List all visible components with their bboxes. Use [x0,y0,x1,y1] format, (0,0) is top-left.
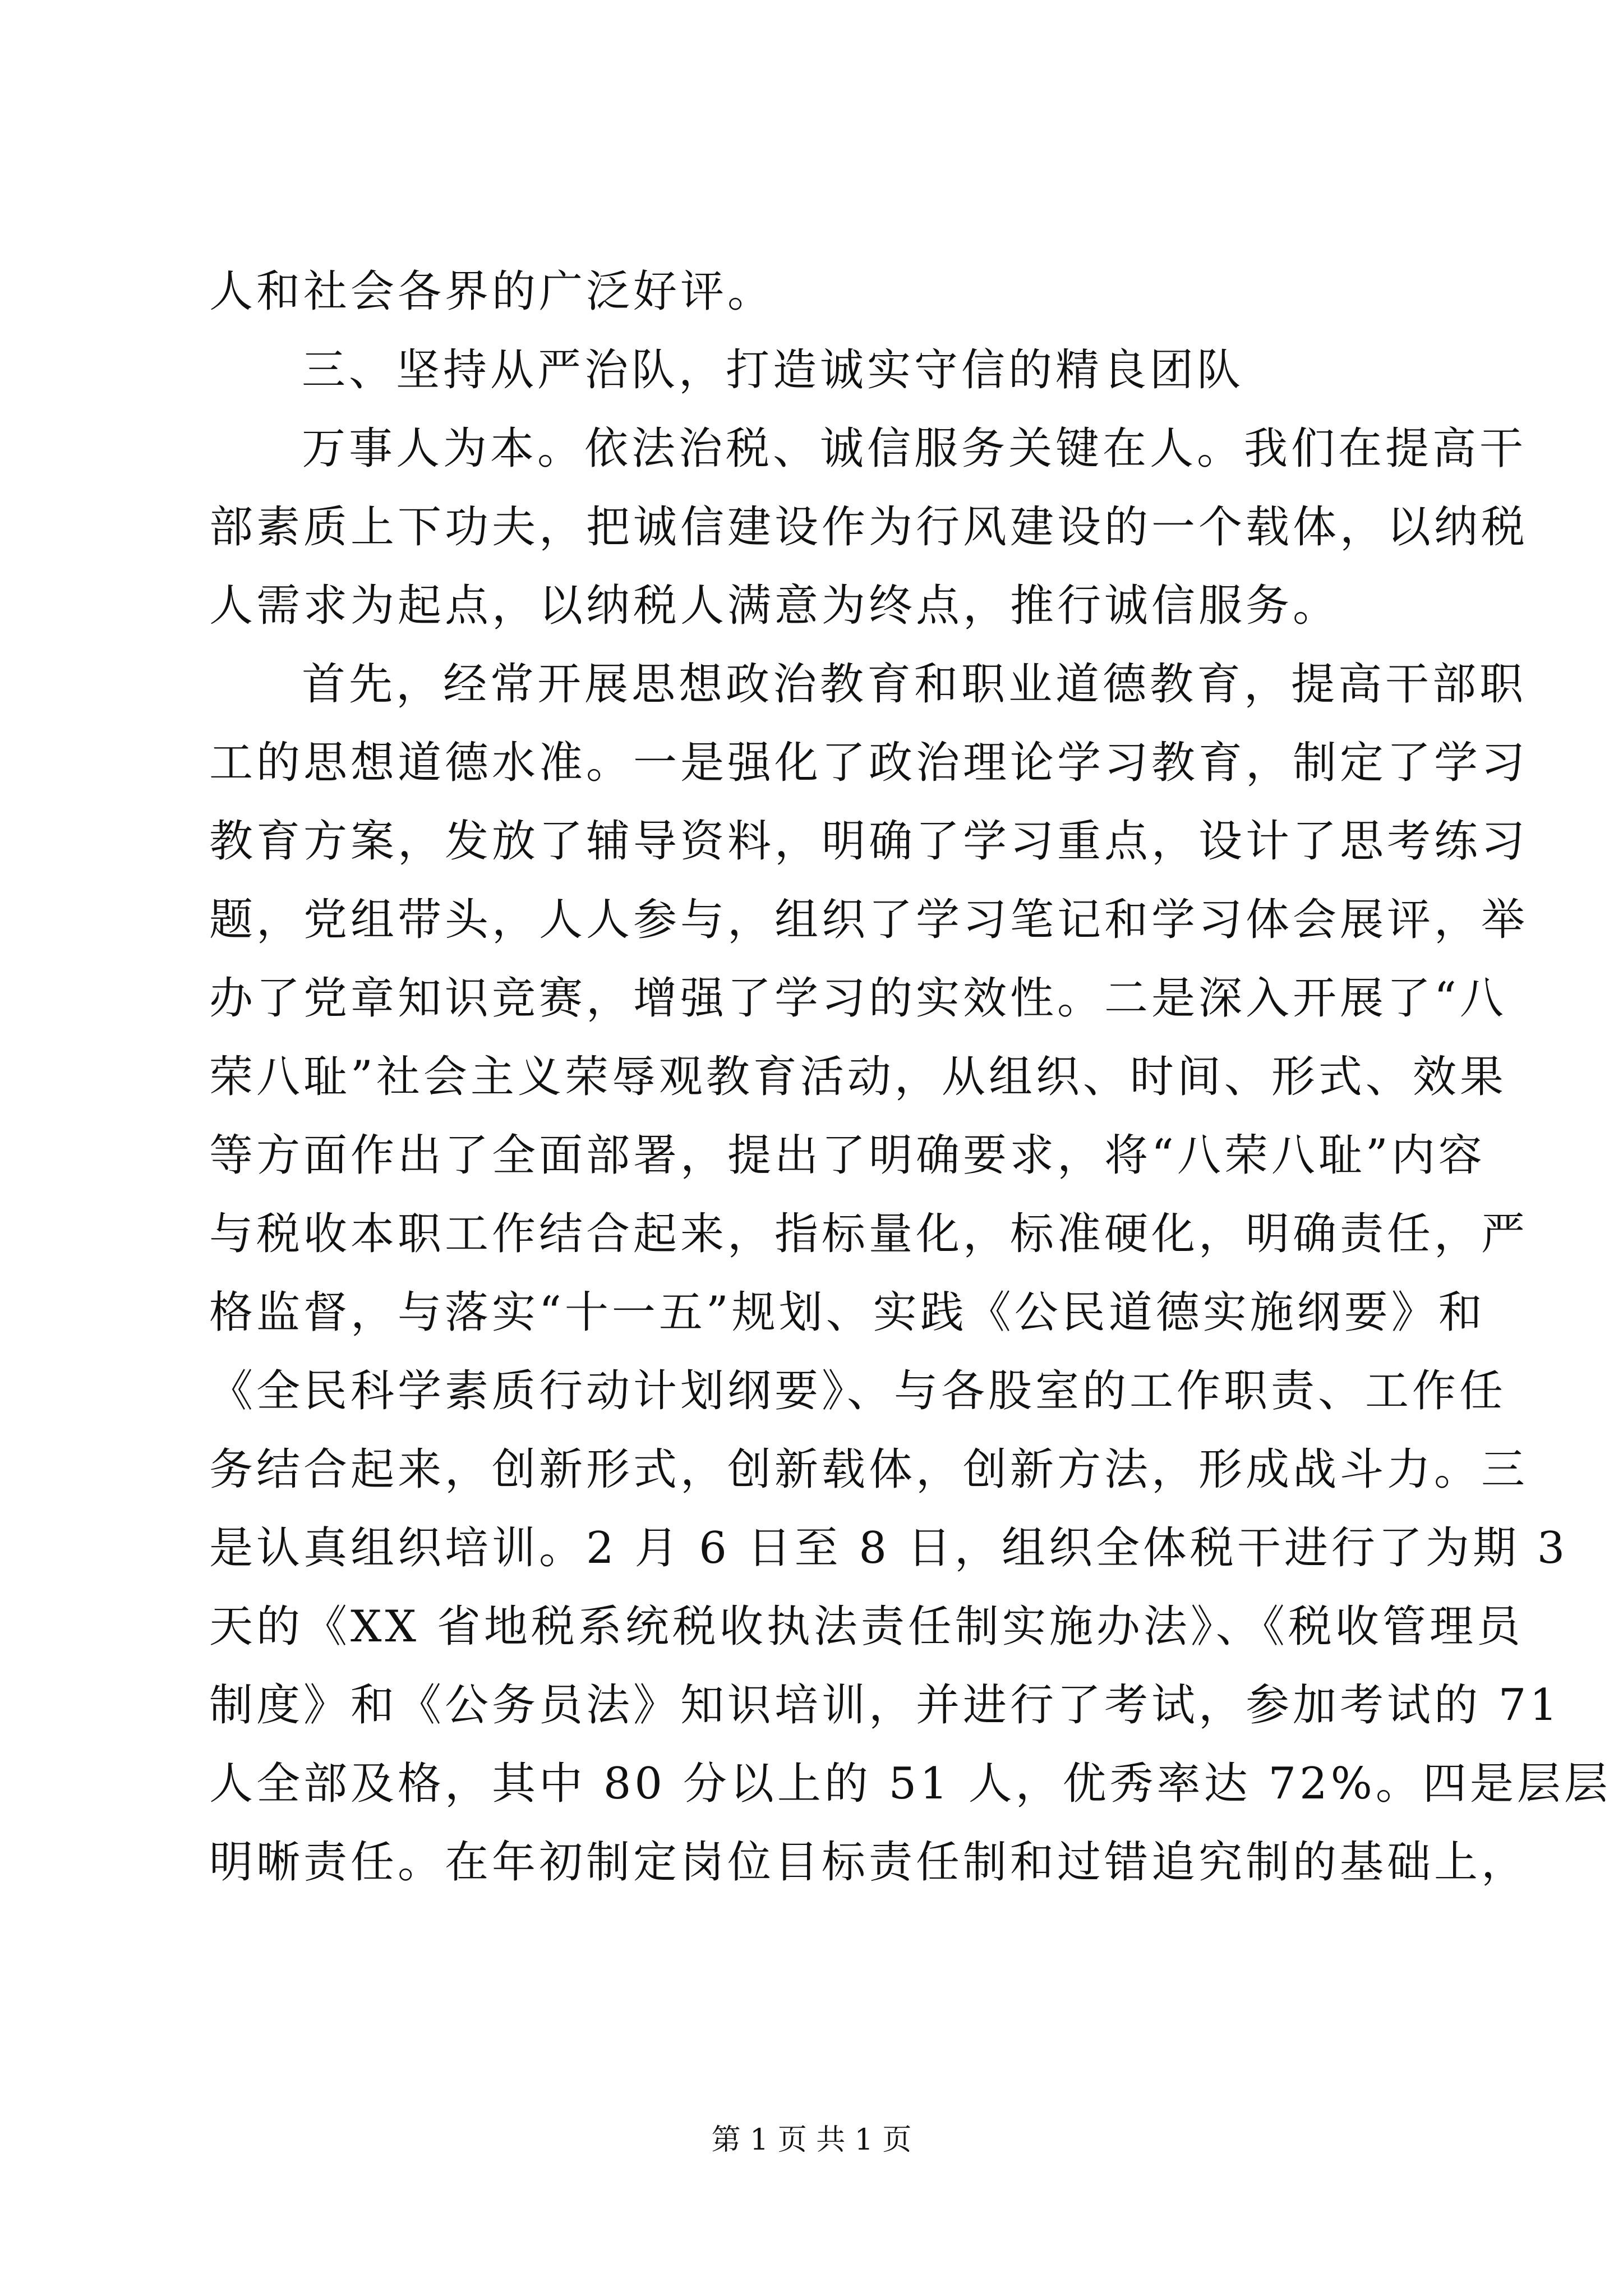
page-footer: 第 1 页 共 1 页 [711,2123,912,2157]
text-line: 教育方案，发放了辅导资料，明确了学习重点，设计了思考练习 [209,816,1529,867]
text-line: 办了党章知识竞赛，增强了学习的实效性。二是深入开展了“八 [209,973,1507,1024]
text-line: 天的《XX 省地税系统税收执法责任制实施办法》、《税收管理员 [209,1602,1524,1652]
text-line: 与税收本职工作结合起来，指标量化，标准硬化，明确责任，严 [209,1209,1529,1259]
text-line: 务结合起来，创新形式，创新载体，创新方法，形成战斗力。三 [209,1444,1529,1495]
text-line: 等方面作出了全面部署，提出了明确要求，将“八荣八耻”内容 [209,1130,1486,1181]
text-line: 明晰责任。在年初制定岗位目标责任制和过错追究制的基础上， [209,1837,1529,1888]
text-line: 人全部及格，其中 80 分以上的 51 人，优秀率达 72%。四是层层 [209,1759,1611,1809]
text-line: 人和社会各界的广泛好评。 [209,266,775,317]
text-line: 题，党组带头，人人参与，组织了学习笔记和学习体会展评，举 [209,895,1529,945]
text-line: 首先，经常开展思想政治教育和职业道德教育，提高干部职 [302,659,1527,710]
text-line: 格监督，与落实“十一五”规划、实践《公民道德实施纲要》和 [209,1287,1486,1338]
text-line: 制度》和《公务员法》知识培训，并进行了考试，参加考试的 71 [209,1680,1561,1731]
document-body [209,252,1611,1902]
text-line: 工的思想道德水准。一是强化了政治理论学习教育，制定了学习 [209,738,1529,788]
text-line: 《全民科学素质行动计划纲要》、与各股室的工作职责、工作任 [209,1366,1507,1416]
text-line: 荣八耻”社会主义荣辱观教育活动，从组织、时间、形式、效果 [209,1052,1507,1102]
section-heading: 三、坚持从严治队，打造诚实守信的精良团队 [302,345,1244,395]
text-line: 人需求为起点，以纳税人满意为终点，推行诚信服务。 [209,581,1340,631]
text-line: 万事人为本。依法治税、诚信服务关键在人。我们在提高干 [302,424,1527,474]
text-line: 是认真组织培训。2 月 6 日至 8 日，组织全体税干进行了为期 3 [209,1523,1569,1573]
text-line: 部素质上下功夫，把诚信建设作为行风建设的一个载体，以纳税 [209,502,1529,553]
